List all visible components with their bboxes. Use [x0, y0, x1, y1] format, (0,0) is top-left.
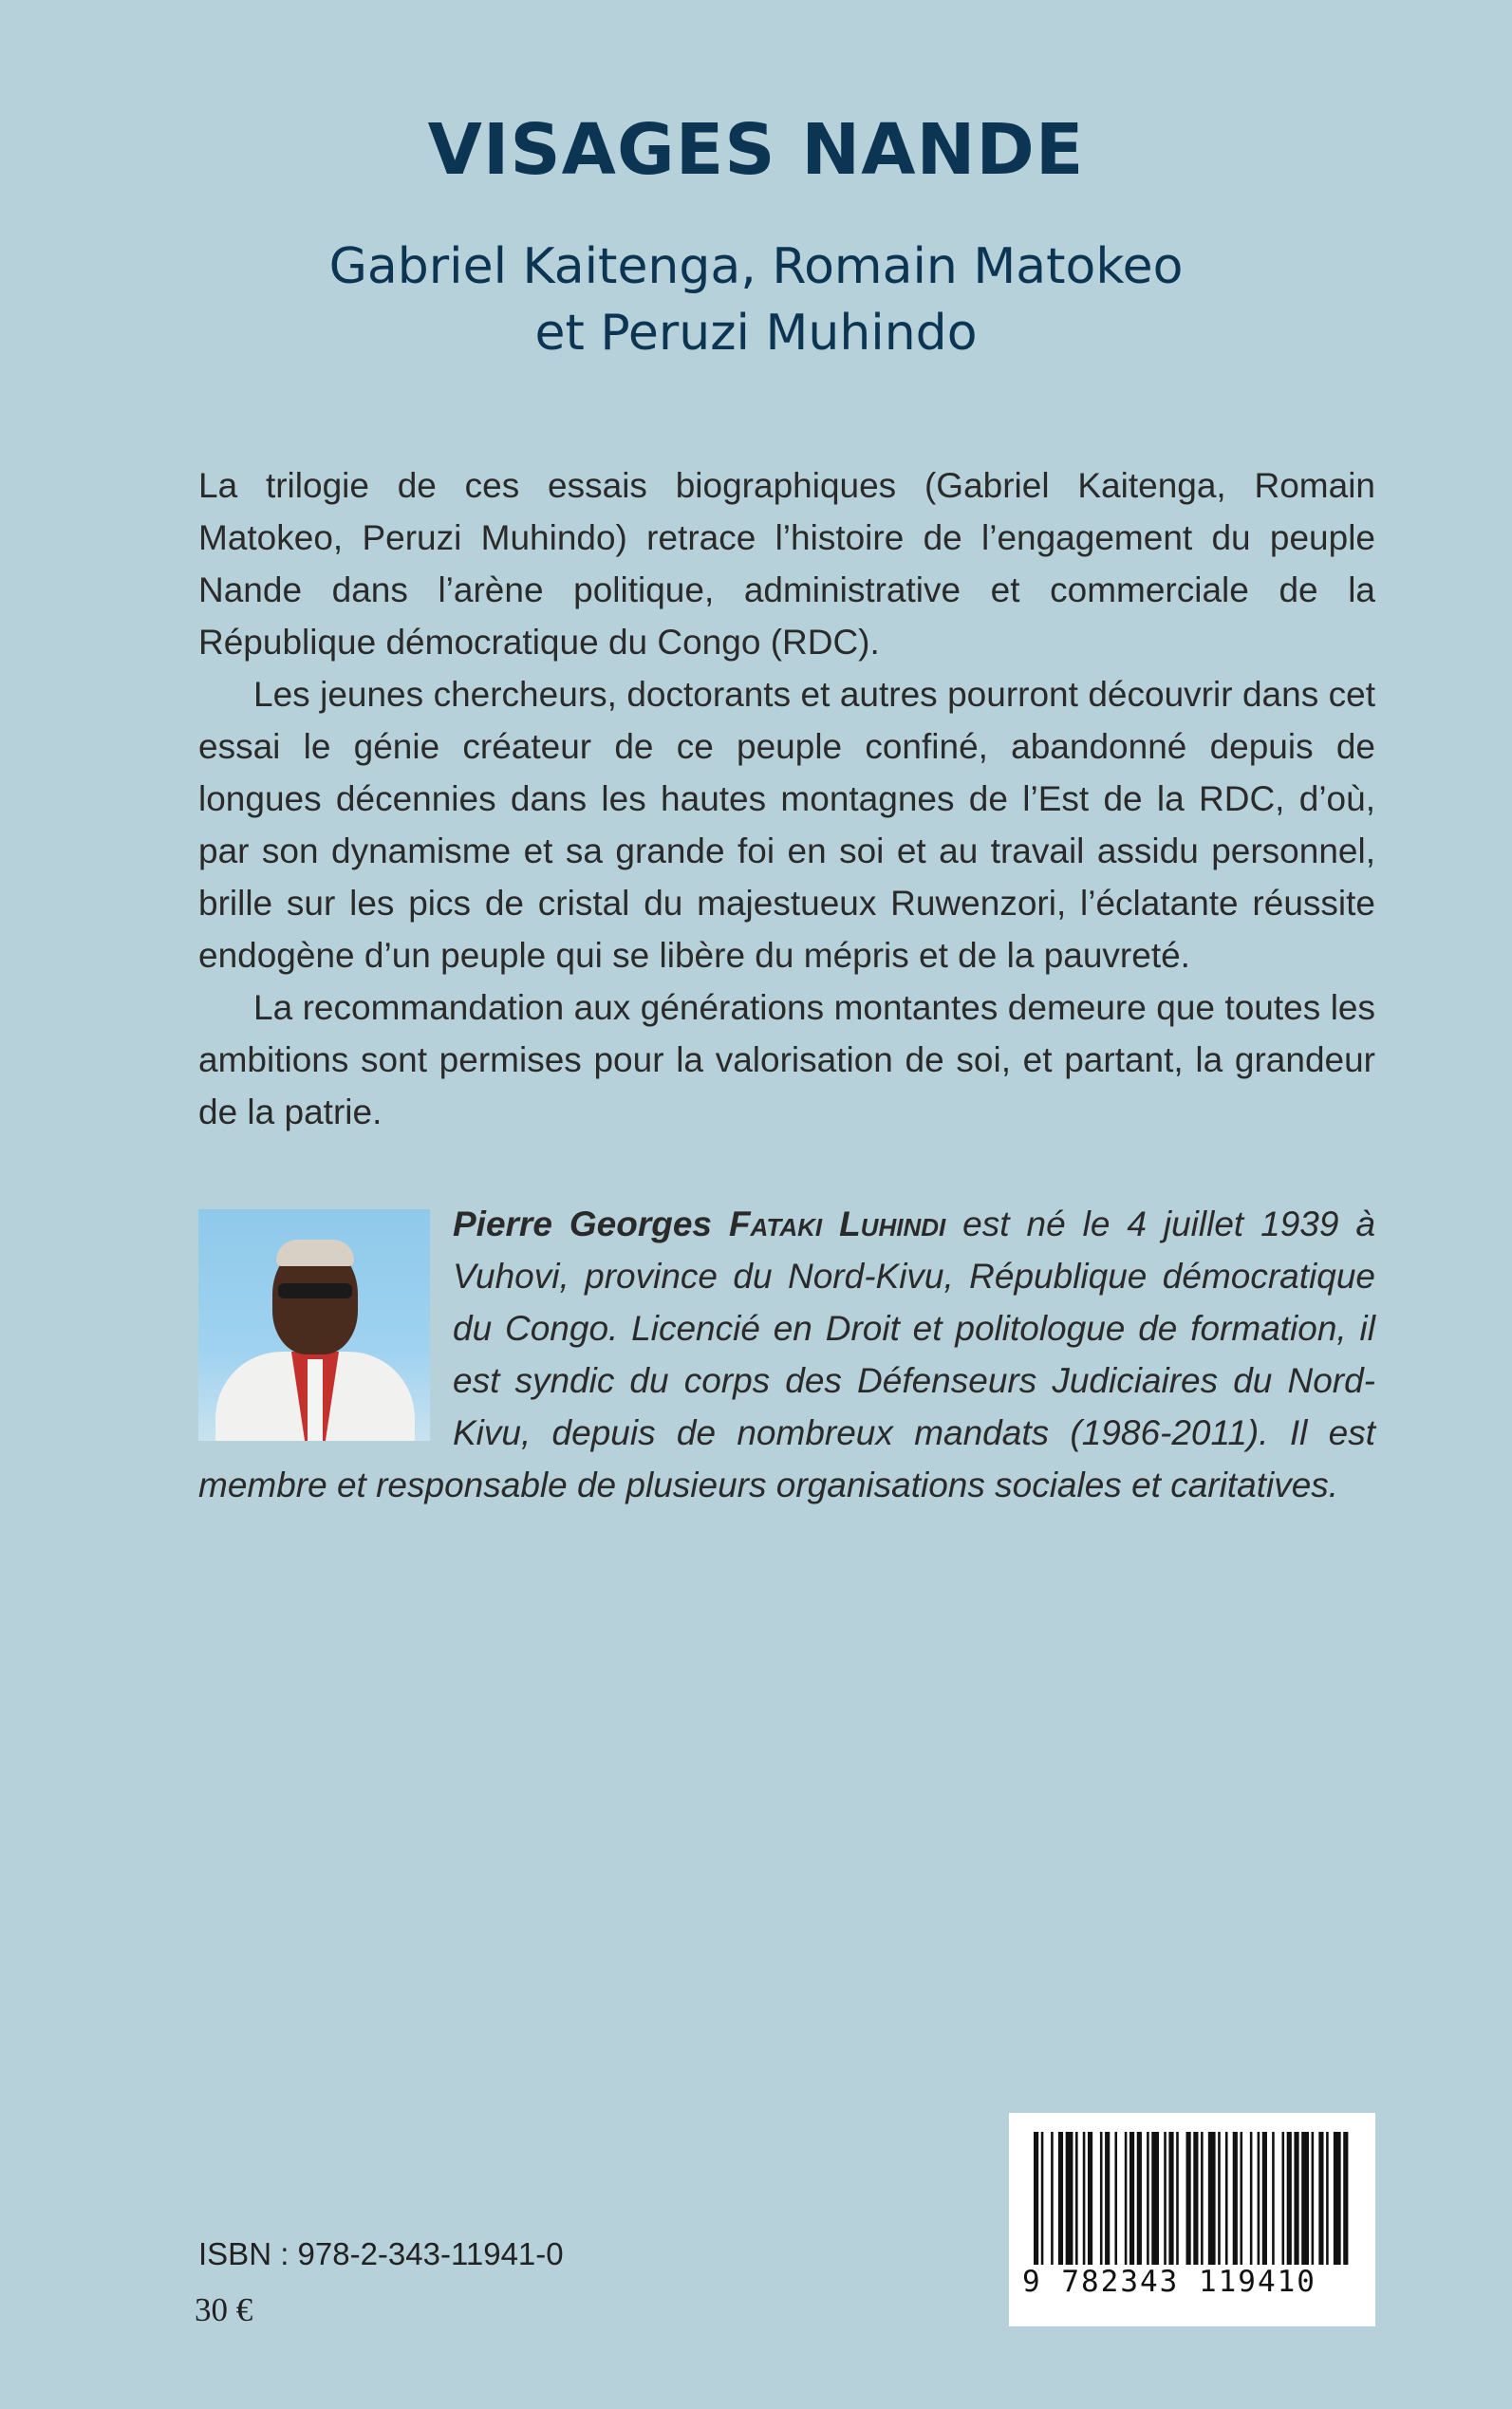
- blurb: [198, 459, 1375, 1138]
- barcode: [1009, 2113, 1375, 2326]
- blurb-paragraph-1: La trilogie de ces essais biographiques (Gabriel Kaitenga, Romain Matokeo, Peruzi Muhindo) retrace l’histoire de l’engagement du peuple Nande dans l’arène politique, administrative et commerciale de la République démocratique du Congo (RDC).: [198, 466, 1375, 662]
- barcode-bars-icon: [1034, 2132, 1351, 2265]
- author-portrait-icon: [198, 1209, 430, 1441]
- blurb-paragraph-3: La recommandation aux générations montantes demeure que toutes les ambitions sont permises pour la valorisation de soi, et partant, la grandeur de la patrie.: [198, 988, 1375, 1131]
- book-title: VISAGES NANDE: [427, 109, 1085, 191]
- book-subtitle-line-1: Gabriel Kaitenga, Romain Matokeo: [328, 238, 1184, 295]
- price: 30 €: [195, 2291, 253, 2328]
- barcode-digits: 9 782343 119410: [1022, 2265, 1316, 2299]
- book-subtitle-line-2: et Peruzi Muhindo: [534, 305, 978, 362]
- blurb-paragraph-2: Les jeunes chercheurs, doctorants et autres pourront découvrir dans cet essai le génie créateur de ce peuple confiné, abandonné depuis de longues décennies dans les hautes montagnes de l’Est de la RDC, d’où, par son dynamisme et sa grande foi en soi et au travail assidu personnel, brille sur les pics de cristal du majestueux Ruwenzori, l’éclatante réussite endogène d’un peuple qui se libère du mépris et de la pauvreté.: [198, 675, 1375, 975]
- author-bio-text: est né le 4 juillet 1939 à Vuhovi, province du Nord-Kivu, République démocratique du Congo. Licencié en Droit et politologue de formation, il est syndic du corps des Défenseurs Judiciaires du Nord-Kivu, depuis de nombreux mandats (1986-2011). Il est membre et responsable de plusieurs organisations sociales et caritatives.: [198, 1204, 1375, 1504]
- author-first-names: Pierre Georges: [453, 1204, 712, 1243]
- author-last-names: Fataki Luhindi: [728, 1204, 946, 1243]
- isbn: ISBN : 978-2-343-11941-0: [198, 2236, 564, 2271]
- author-bio: [198, 1198, 1375, 1511]
